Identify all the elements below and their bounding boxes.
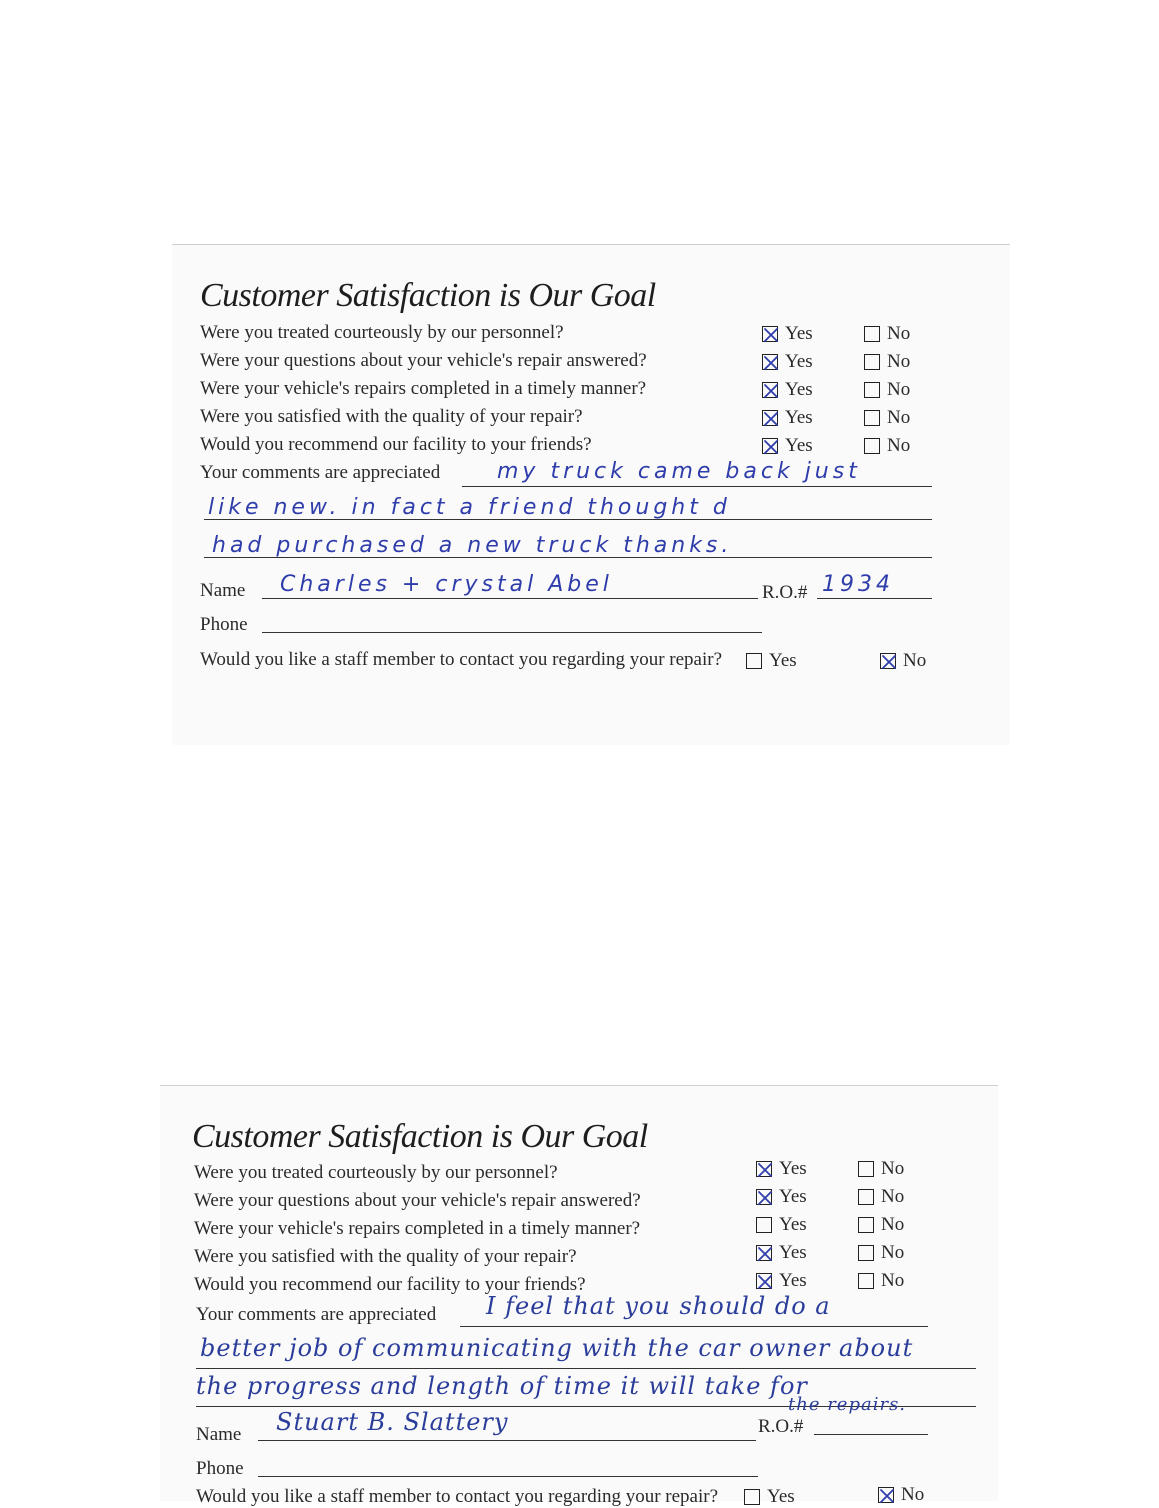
- yes-checkbox-q3[interactable]: [762, 382, 778, 398]
- no-checkbox-q5[interactable]: [858, 1273, 874, 1289]
- yes-label: Yes: [779, 1270, 807, 1291]
- comment-handwriting-4[interactable]: the repairs.: [788, 1394, 907, 1415]
- no-label: No: [881, 1186, 905, 1207]
- comments-label: Your comments are appreciated: [200, 462, 441, 483]
- name-line: [258, 1440, 756, 1441]
- name-handwriting[interactable]: Stuart B. Slattery: [276, 1408, 509, 1436]
- comment-handwriting-3[interactable]: had purchased a new truck thanks.: [212, 533, 733, 558]
- comments-line-1: [460, 1326, 928, 1327]
- phone-label: Phone: [200, 614, 248, 635]
- no-checkbox-q1[interactable]: [864, 326, 880, 342]
- question-recommend: Would you recommend our facility to your friends?: [200, 434, 592, 455]
- yes-label: Yes: [785, 351, 813, 372]
- yes-checkbox-q5[interactable]: [756, 1273, 772, 1289]
- no-label: No: [887, 323, 911, 344]
- no-label: No: [901, 1484, 925, 1505]
- comment-handwriting-3[interactable]: the progress and length of time it will take for: [196, 1372, 808, 1400]
- contact-question: Would you like a staff member to contact you regarding your repair?: [200, 649, 723, 670]
- no-label: No: [881, 1242, 905, 1263]
- question-timely: Were your vehicle's repairs completed in a timely manner?: [200, 378, 647, 399]
- yes-option-q5[interactable]: [756, 1270, 807, 1292]
- question-answered: Were your questions about your vehicle's repair answered?: [194, 1190, 641, 1211]
- yes-checkbox-q4[interactable]: [762, 410, 778, 426]
- question-quality: Were you satisfied with the quality of your repair?: [200, 406, 583, 427]
- comments-line-2: [196, 1368, 976, 1369]
- no-option-q5[interactable]: [864, 435, 910, 457]
- question-timely: Were your vehicle's repairs completed in a timely manner?: [194, 1218, 641, 1239]
- yes-option-q5[interactable]: [762, 435, 813, 457]
- survey-card-2: [160, 1085, 998, 1507]
- no-option-q5[interactable]: [858, 1270, 904, 1292]
- survey-card-1: [172, 244, 1010, 745]
- yes-label: Yes: [779, 1214, 807, 1235]
- yes-checkbox-q5[interactable]: [762, 438, 778, 454]
- yes-label: Yes: [779, 1186, 807, 1207]
- no-option-q2[interactable]: [858, 1186, 904, 1208]
- yes-option-q3[interactable]: [762, 379, 813, 401]
- no-label: No: [887, 435, 911, 456]
- yes-option-q2[interactable]: [756, 1186, 807, 1208]
- comments-line-1: [462, 486, 932, 487]
- form-title: Customer Satisfaction is Our Goal: [192, 1118, 648, 1155]
- comment-handwriting-1[interactable]: I feel that you should do a: [486, 1292, 831, 1320]
- no-checkbox-q3[interactable]: [858, 1217, 874, 1233]
- no-option-q4[interactable]: [864, 407, 910, 429]
- question-courteous: Were you treated courteously by our personnel?: [200, 322, 564, 343]
- no-label: No: [881, 1214, 905, 1235]
- no-option-q1[interactable]: [858, 1158, 904, 1180]
- yes-label: Yes: [785, 407, 813, 428]
- yes-option-q4[interactable]: [762, 407, 813, 429]
- no-label: No: [881, 1270, 905, 1291]
- name-label: Name: [200, 580, 246, 601]
- name-label: Name: [196, 1424, 242, 1445]
- yes-option-q1[interactable]: [756, 1158, 807, 1180]
- form-title: Customer Satisfaction is Our Goal: [200, 277, 656, 314]
- question-answered: Were your questions about your vehicle's repair answered?: [200, 350, 647, 371]
- no-checkbox-q4[interactable]: [858, 1245, 874, 1261]
- yes-checkbox-q1[interactable]: [756, 1161, 772, 1177]
- no-label: No: [881, 1158, 905, 1179]
- contact-question: Would you like a staff member to contact you regarding your repair?: [196, 1486, 719, 1507]
- question-courteous: Were you treated courteously by our personnel?: [194, 1162, 558, 1183]
- no-label: No: [887, 351, 911, 372]
- ro-label: R.O.#: [762, 582, 808, 603]
- yes-checkbox-q3[interactable]: [756, 1217, 772, 1233]
- comment-handwriting-1[interactable]: my truck came back just: [497, 459, 861, 484]
- question-quality: Were you satisfied with the quality of your repair?: [194, 1246, 577, 1267]
- no-checkbox-q2[interactable]: [864, 354, 880, 370]
- no-option-q3[interactable]: [858, 1214, 904, 1236]
- yes-label: Yes: [785, 323, 813, 344]
- contact-yes-option[interactable]: [746, 650, 797, 672]
- phone-line: [258, 1476, 758, 1477]
- contact-yes-checkbox[interactable]: [746, 653, 762, 669]
- no-checkbox-q3[interactable]: [864, 382, 880, 398]
- comments-label: Your comments are appreciated: [196, 1304, 437, 1325]
- ro-label: R.O.#: [758, 1416, 804, 1437]
- ro-line: [814, 1434, 928, 1435]
- no-checkbox-q4[interactable]: [864, 410, 880, 426]
- phone-line: [262, 632, 762, 633]
- contact-no-option[interactable]: [880, 650, 926, 672]
- ro-handwriting[interactable]: 1934: [822, 572, 894, 597]
- contact-yes-checkbox[interactable]: [744, 1489, 760, 1505]
- yes-checkbox-q1[interactable]: [762, 326, 778, 342]
- contact-yes-option[interactable]: [744, 1486, 795, 1508]
- yes-checkbox-q2[interactable]: [762, 354, 778, 370]
- comment-handwriting-2[interactable]: better job of communicating with the car owner about: [200, 1334, 914, 1362]
- yes-option-q1[interactable]: [762, 323, 813, 345]
- yes-label: Yes: [767, 1486, 795, 1507]
- phone-label: Phone: [196, 1458, 244, 1479]
- no-label: No: [887, 407, 911, 428]
- no-option-q2[interactable]: [864, 351, 910, 373]
- contact-no-checkbox[interactable]: [880, 653, 896, 669]
- question-recommend: Would you recommend our facility to your friends?: [194, 1274, 586, 1295]
- no-label: No: [903, 650, 927, 671]
- no-option-q1[interactable]: [864, 323, 910, 345]
- no-checkbox-q1[interactable]: [858, 1161, 874, 1177]
- no-checkbox-q2[interactable]: [858, 1189, 874, 1205]
- comment-handwriting-2[interactable]: like new. in fact a friend thought d: [208, 495, 731, 520]
- yes-option-q2[interactable]: [762, 351, 813, 373]
- no-label: No: [887, 379, 911, 400]
- name-line: [262, 598, 758, 599]
- yes-label: Yes: [785, 435, 813, 456]
- contact-no-checkbox[interactable]: [878, 1487, 894, 1503]
- yes-option-q3[interactable]: [756, 1214, 807, 1236]
- yes-label: Yes: [779, 1158, 807, 1179]
- no-option-q4[interactable]: [858, 1242, 904, 1264]
- yes-checkbox-q2[interactable]: [756, 1189, 772, 1205]
- name-handwriting[interactable]: Charles + crystal Abel: [280, 572, 613, 597]
- no-checkbox-q5[interactable]: [864, 438, 880, 454]
- yes-option-q4[interactable]: [756, 1242, 807, 1264]
- yes-label: Yes: [779, 1242, 807, 1263]
- yes-label: Yes: [769, 650, 797, 671]
- ro-line: [817, 598, 932, 599]
- yes-label: Yes: [785, 379, 813, 400]
- yes-checkbox-q4[interactable]: [756, 1245, 772, 1261]
- contact-no-option[interactable]: [878, 1484, 924, 1506]
- no-option-q3[interactable]: [864, 379, 910, 401]
